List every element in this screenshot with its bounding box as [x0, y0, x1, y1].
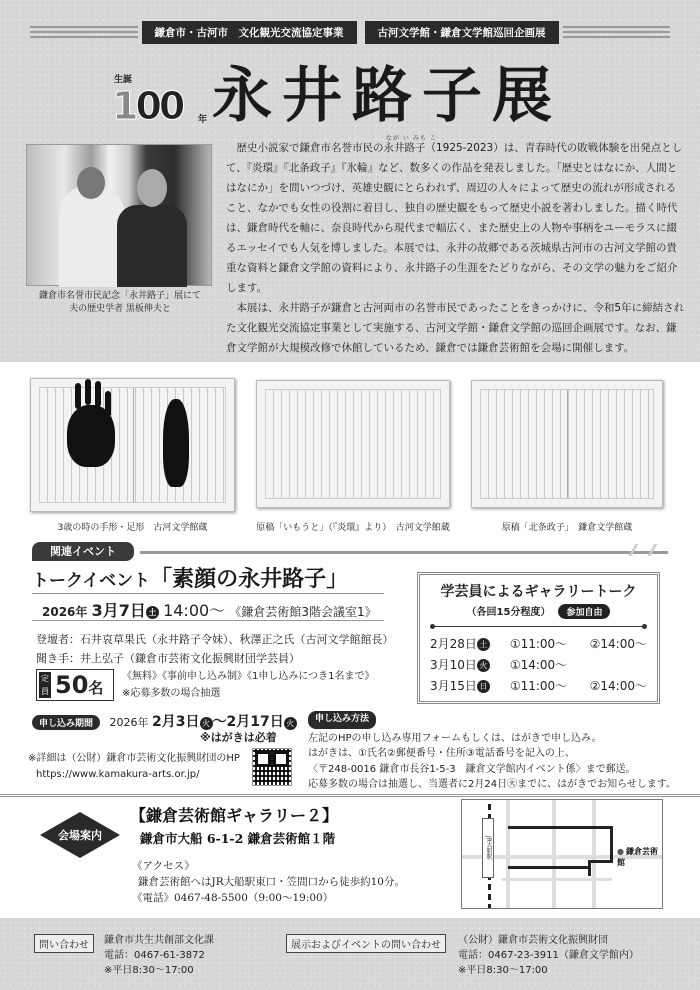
session-slot: ②14:00〜 — [589, 637, 647, 651]
session-row — [430, 656, 586, 673]
portrait-photo — [26, 144, 212, 286]
period-label: 申し込み期間 — [32, 715, 100, 730]
session-date: 2月28日 — [430, 637, 477, 651]
photo-woman-figure — [59, 185, 125, 287]
gallery-talk-title: 学芸員によるギャラリートーク — [440, 584, 637, 600]
capacity-note: ※応募多数の場合抽選 — [122, 688, 221, 699]
application-period — [32, 711, 297, 731]
details-info — [28, 751, 240, 783]
photo-caption-line: 鎌倉市名誉市民記念「永井路子」展にて — [38, 291, 201, 301]
anniversary-logo — [110, 62, 212, 132]
session-row — [430, 677, 647, 694]
contact-phone: 電話：0467-61-3872 — [104, 950, 205, 961]
weekday-badge: 日 — [477, 680, 490, 693]
session-slot: ①11:00〜 — [509, 637, 568, 651]
decorative-lines — [30, 26, 138, 38]
application-method — [308, 711, 693, 793]
photo-man-figure — [117, 205, 187, 287]
details-text: ※詳細は（公財）鎌倉市芸術文化振興財団のHP — [28, 753, 240, 764]
date-main: 3月7日 — [91, 601, 146, 620]
speakers: 登壇者：石井哀草果氏（永井路子令妹）、秋澤正之氏（古河文学館館長） — [36, 633, 394, 646]
contact-hours: ※平日8:30〜17:00 — [104, 965, 194, 976]
intro-paragraph: 歴史小説家で鎌倉市名誉市民の永井路子（1925-2023）は、青春時代の敗戦体験を出発点として、『炎環』『北条政子』『氷輪』など、数多くの作品を発表しました。「歴史とはなにか、人間とはなにか」を問いつづけ、英雄史観にとらわれず、周辺の人々によって歴史の流れが形成されること、なかでも女性の役割に着目し、独自の歴史観をもって歴史小説を著わしました。描く時代は、鎌倉時代を軸に、奈良時代から現代まで幅広く、また歴史上の人物や事柄をユーモラスに綴るエッセイでも人気を博しました。本展では、永井の故郷である茨城県古河市の古河文学館の貴重な資料と鎌倉文学館の資料により、永井路子の生涯をたどりながら、その文学の魅力をご紹介します。 — [226, 142, 683, 294]
hero-section — [0, 0, 700, 362]
duration-note: （各回15分程度） — [466, 607, 551, 618]
period-year: 2026年 — [109, 716, 149, 729]
footprint-icon — [163, 399, 189, 487]
banner-tag-right: 古河文学館・鎌倉文学館巡回企画展 — [365, 21, 559, 44]
contact-info — [458, 933, 639, 978]
contact-org: 鎌倉市共生共創部文化課 — [104, 935, 214, 946]
anniversary-label: 生誕 — [114, 75, 133, 85]
walking-route — [588, 860, 613, 863]
date-year: 2026年 — [42, 605, 88, 619]
anniversary-number — [112, 84, 182, 128]
manuscript-paper — [480, 389, 654, 499]
talk-date — [42, 598, 377, 621]
method-line: 応募多数の場合は抽選し、当選者に2月24日㊋までに、はがきでお知らせします。 — [308, 779, 676, 790]
venue-map — [461, 799, 663, 909]
talk-prefix: トークイベント — [32, 571, 151, 591]
method-text — [308, 731, 693, 793]
exhibit-caption: 原稿「いもうと」（『炎環』より） 古河文学館蔵 — [256, 523, 450, 533]
date-time: 14:00〜 — [163, 601, 226, 620]
venue-address: 鎌倉市大船 6-1-2 鎌倉芸術館１階 — [140, 831, 336, 846]
intro-paragraph: 本展は、永井路子が鎌倉と古河両市の名誉市民であったことをきっかけに、令和5年に締結された文化観光交流協定事業として実施する、古河文学館・鎌倉文学館の巡回企画展です。なお、鎌倉文学館が大規模改修で休館しているため、鎌倉では鎌倉芸術館を会場に開催します。 — [226, 302, 685, 354]
pen-nib-one: 1 — [112, 84, 136, 128]
contact-hours: ※平日8:30〜17:00 — [458, 965, 548, 976]
page-title: 永井路子展 — [212, 61, 562, 131]
divider — [432, 626, 645, 627]
method-label: 申し込み方法 — [308, 711, 376, 729]
capacity-label: 定員 — [41, 674, 49, 696]
capacity-unit: 名 — [88, 679, 104, 697]
intro-text — [226, 138, 686, 358]
interviewer: 聞き手：井上弘子（鎌倉市芸術文化振興財団学芸員） — [36, 652, 300, 665]
exhibit-caption: 原稿「北条政子」 鎌倉文学館蔵 — [501, 523, 633, 533]
exhibit-image-imouto-manuscript — [256, 380, 450, 508]
method-line: 左記のHPの申し込み専用フォームもしくは、はがきで申し込み。 — [308, 732, 602, 744]
contact-org: （公財）鎌倉市芸術文化振興財団 — [458, 935, 608, 946]
session-row — [430, 635, 647, 652]
event-section-label: 関連イベント — [32, 542, 134, 561]
anniversary-year: 年 — [198, 115, 208, 125]
contact-label: 問い合わせ — [34, 934, 94, 953]
free-entry-badge: 参加自由 — [558, 604, 610, 619]
photo-caption — [22, 290, 218, 316]
capacity-number — [55, 670, 103, 703]
divider — [140, 551, 668, 554]
talk-event-title — [32, 562, 348, 593]
access-text: 鎌倉芸術館へはJR大船駅東口・笠間口から徒歩約10分。 — [138, 876, 405, 888]
mizuhiki-knot-icon — [629, 544, 658, 556]
gallery-talk-box — [417, 572, 660, 704]
header-banner — [30, 20, 670, 44]
name-ruby: なが い みち こ — [386, 135, 437, 142]
details-url-link[interactable]: https://www.kamakura-arts.or.jp/ — [36, 769, 200, 780]
venue-badge — [40, 812, 120, 858]
walking-route — [508, 866, 590, 869]
session-date: 3月10日 — [430, 658, 477, 672]
title-block — [110, 52, 562, 132]
date-venue: 《鎌倉芸術館3階会議室1》 — [229, 605, 377, 619]
divider — [0, 794, 700, 797]
capacity-box — [36, 669, 114, 701]
gallery-talk-subtitle — [420, 603, 657, 619]
venue-access-info — [132, 858, 405, 906]
map-road — [502, 878, 612, 881]
capacity-note: 《無料》《事前申し込み制》《1申し込みにつき1名まで》 — [122, 671, 375, 682]
photo-woman-head — [77, 167, 105, 199]
capacity-notes — [122, 668, 375, 702]
walking-route — [610, 826, 613, 862]
session-date: 3月15日 — [430, 679, 477, 693]
access-label: 《アクセス》 — [132, 860, 195, 872]
exhibit-caption: 3歳の時の手形・足形 古河文学館蔵 — [57, 523, 208, 533]
venue-phone: 《電話》0467-48-5500（9:00〜19:00） — [132, 892, 334, 904]
event-section-header — [32, 542, 668, 558]
manuscript-paper — [265, 389, 441, 499]
postcard-note: ※はがきは必着 — [200, 731, 277, 744]
anniversary-zeros: 00 — [135, 84, 183, 128]
contact-info — [104, 933, 214, 978]
venue-badge-label: 会場案内 — [58, 829, 102, 842]
photo-man-head — [137, 169, 167, 207]
contact-label: 展示およびイベントの問い合わせ — [286, 934, 446, 953]
capacity-value: 50 — [55, 671, 89, 699]
map-destination: ● 鎌倉芸術館 — [617, 846, 662, 868]
session-slot: ①14:00〜 — [509, 658, 568, 672]
exhibit-image-hojo-masako-manuscript — [471, 380, 663, 508]
divider — [32, 620, 384, 621]
map-station: JR大船駅 — [482, 818, 494, 878]
weekday-badge: 火 — [200, 717, 213, 730]
period-start: 2月3日 — [152, 714, 200, 730]
venue-name: 【鎌倉芸術館ギャラリー２】 — [130, 806, 339, 825]
period-end: 〜2月17日 — [212, 714, 284, 730]
photo-caption-line: 夫の歴史学者 黒板伸夫と — [69, 304, 171, 314]
weekday-badge: 火 — [477, 659, 490, 672]
exhibit-image-handprint — [30, 378, 235, 512]
talk-title: 「素顔の永井路子」 — [150, 567, 349, 592]
banner-tag-left: 鎌倉市・古河市 文化観光交流協定事業 — [142, 21, 357, 44]
session-slot: ②14:00〜 — [589, 679, 647, 693]
contact-phone: 電話：0467-23-3911（鎌倉文学館内） — [458, 950, 639, 961]
method-line: 〈〒248-0016 鎌倉市長谷1-5-3 鎌倉文学館内イベント係〉まで郵送。 — [308, 763, 636, 775]
walking-route — [508, 826, 612, 829]
weekday-badge: 土 — [146, 606, 159, 619]
weekday-badge: 火 — [284, 717, 297, 730]
handprint-icon — [67, 405, 115, 467]
session-slot: ①11:00〜 — [509, 679, 568, 693]
qr-code-icon[interactable] — [252, 748, 292, 786]
divider — [32, 593, 384, 594]
footer — [0, 918, 700, 990]
decorative-lines — [563, 26, 671, 38]
method-line: はがきは、①氏名②郵便番号・住所③電話番号を記入の上、 — [308, 748, 575, 759]
weekday-badge: 土 — [477, 638, 490, 651]
